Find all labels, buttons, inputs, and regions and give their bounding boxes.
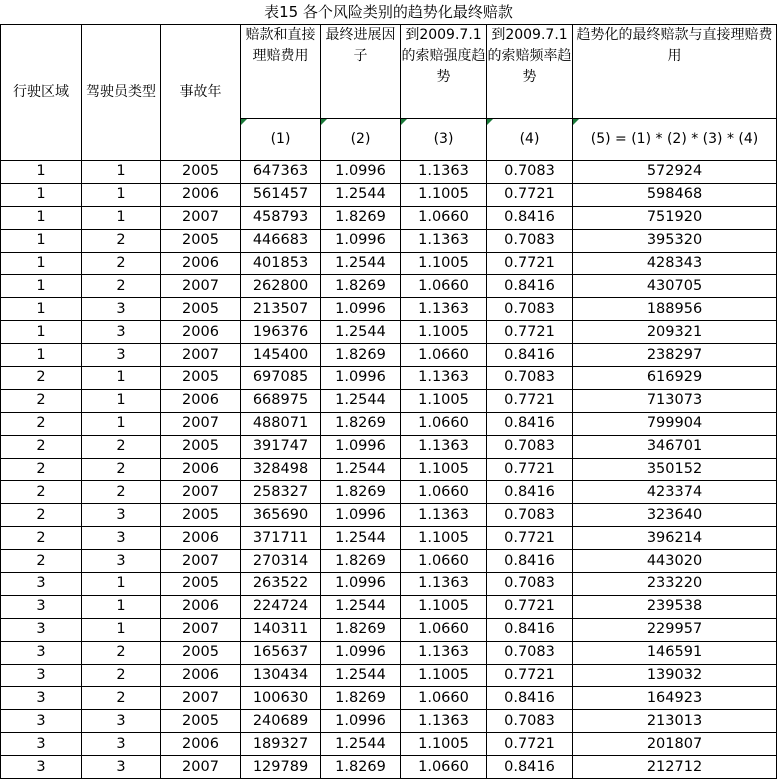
cell-region: 1 [1,344,82,367]
cell-development-factor: 1.0996 [321,161,401,184]
cell-losses: 240689 [241,710,321,733]
cell-development-factor: 1.2544 [321,252,401,275]
cell-region: 3 [1,573,82,596]
cell-trended-losses: 572924 [573,161,777,184]
cell-frequency-trend: 0.8416 [487,412,573,435]
cell-region: 3 [1,756,82,779]
cell-driver-type: 2 [82,229,161,252]
trended-losses-table [0,24,777,779]
cell-severity-trend: 1.1363 [401,229,487,252]
cell-region: 1 [1,183,82,206]
cell-severity-trend: 1.1363 [401,435,487,458]
cell-development-factor: 1.8269 [321,481,401,504]
cell-severity-trend: 1.0660 [401,344,487,367]
header-number-1: (1) [241,119,321,161]
cell-accident-year: 2005 [161,161,241,184]
cell-frequency-trend: 0.7721 [487,321,573,344]
table-row [1,550,777,573]
cell-driver-type: 2 [82,435,161,458]
cell-severity-trend: 1.0660 [401,618,487,641]
header-number-3: (3) [401,119,487,161]
cell-severity-trend: 1.0660 [401,206,487,229]
cell-frequency-trend: 0.7083 [487,504,573,527]
table-body [1,161,777,779]
table-row [1,504,777,527]
cell-frequency-trend: 0.7083 [487,229,573,252]
table-row [1,183,777,206]
cell-trended-losses: 164923 [573,687,777,710]
cell-development-factor: 1.2544 [321,664,401,687]
table-row [1,641,777,664]
cell-losses: 270314 [241,550,321,573]
cell-development-factor: 1.0996 [321,573,401,596]
table-row [1,458,777,481]
header-number-4: (4) [487,119,573,161]
table-row [1,710,777,733]
cell-frequency-trend: 0.8416 [487,756,573,779]
cell-frequency-trend: 0.8416 [487,550,573,573]
cell-frequency-trend: 0.8416 [487,206,573,229]
cell-development-factor: 1.2544 [321,183,401,206]
cell-region: 1 [1,275,82,298]
cell-severity-trend: 1.1363 [401,367,487,390]
cell-region: 3 [1,687,82,710]
table-row [1,573,777,596]
table-row [1,344,777,367]
cell-trended-losses: 201807 [573,733,777,756]
cell-severity-trend: 1.0660 [401,756,487,779]
cell-severity-trend: 1.1005 [401,595,487,618]
corner-marker [241,119,247,125]
cell-losses: 488071 [241,412,321,435]
cell-trended-losses: 598468 [573,183,777,206]
table-row [1,252,777,275]
cell-driver-type: 2 [82,275,161,298]
cell-losses: 189327 [241,733,321,756]
cell-driver-type: 3 [82,710,161,733]
cell-severity-trend: 1.0660 [401,412,487,435]
cell-frequency-trend: 0.7721 [487,527,573,550]
cell-frequency-trend: 0.7083 [487,573,573,596]
cell-development-factor: 1.2544 [321,458,401,481]
cell-driver-type: 1 [82,573,161,596]
cell-driver-type: 2 [82,252,161,275]
cell-driver-type: 2 [82,641,161,664]
header-losses: 赔款和直接理赔费用 [241,25,321,119]
cell-severity-trend: 1.1005 [401,458,487,481]
cell-development-factor: 1.8269 [321,618,401,641]
cell-severity-trend: 1.1363 [401,504,487,527]
cell-accident-year: 2007 [161,344,241,367]
table-row [1,275,777,298]
header-development-factor: 最终进展因子 [321,25,401,119]
cell-development-factor: 1.0996 [321,298,401,321]
cell-development-factor: 1.2544 [321,321,401,344]
cell-trended-losses: 428343 [573,252,777,275]
cell-accident-year: 2006 [161,595,241,618]
cell-frequency-trend: 0.7721 [487,733,573,756]
cell-region: 2 [1,458,82,481]
cell-region: 2 [1,481,82,504]
cell-region: 3 [1,641,82,664]
cell-losses: 100630 [241,687,321,710]
cell-driver-type: 3 [82,344,161,367]
cell-trended-losses: 139032 [573,664,777,687]
cell-driver-type: 1 [82,618,161,641]
cell-losses: 213507 [241,298,321,321]
cell-frequency-trend: 0.7083 [487,367,573,390]
cell-development-factor: 1.2544 [321,733,401,756]
cell-trended-losses: 323640 [573,504,777,527]
corner-marker [401,119,407,125]
cell-region: 1 [1,206,82,229]
cell-trended-losses: 799904 [573,412,777,435]
cell-frequency-trend: 0.8416 [487,275,573,298]
cell-development-factor: 1.8269 [321,344,401,367]
cell-driver-type: 2 [82,664,161,687]
table-row [1,435,777,458]
cell-region: 3 [1,733,82,756]
cell-severity-trend: 1.1363 [401,161,487,184]
cell-losses: 668975 [241,389,321,412]
cell-frequency-trend: 0.7721 [487,183,573,206]
header-number-2: (2) [321,119,401,161]
cell-frequency-trend: 0.8416 [487,481,573,504]
cell-losses: 647363 [241,161,321,184]
header-accident-year: 事故年 [161,25,241,161]
corner-marker [321,119,327,125]
cell-development-factor: 1.0996 [321,229,401,252]
cell-trended-losses: 212712 [573,756,777,779]
cell-driver-type: 3 [82,321,161,344]
table-row [1,298,777,321]
cell-losses: 196376 [241,321,321,344]
cell-frequency-trend: 0.7721 [487,252,573,275]
cell-severity-trend: 1.1363 [401,298,487,321]
cell-development-factor: 1.0996 [321,504,401,527]
cell-frequency-trend: 0.8416 [487,344,573,367]
cell-driver-type: 3 [82,527,161,550]
cell-losses: 140311 [241,618,321,641]
cell-losses: 263522 [241,573,321,596]
cell-frequency-trend: 0.7721 [487,458,573,481]
cell-severity-trend: 1.1005 [401,252,487,275]
cell-trended-losses: 430705 [573,275,777,298]
cell-driver-type: 3 [82,504,161,527]
cell-accident-year: 2005 [161,710,241,733]
table-title: 表15 各个风险类别的趋势化最终赔款 [264,3,513,21]
cell-accident-year: 2006 [161,389,241,412]
cell-losses: 129789 [241,756,321,779]
cell-frequency-trend: 0.7083 [487,710,573,733]
cell-region: 2 [1,527,82,550]
cell-region: 1 [1,161,82,184]
cell-severity-trend: 1.1005 [401,664,487,687]
cell-driver-type: 1 [82,412,161,435]
cell-losses: 458793 [241,206,321,229]
cell-trended-losses: 423374 [573,481,777,504]
table-row [1,733,777,756]
cell-region: 3 [1,664,82,687]
cell-frequency-trend: 0.7721 [487,595,573,618]
cell-losses: 365690 [241,504,321,527]
cell-losses: 145400 [241,344,321,367]
cell-frequency-trend: 0.8416 [487,618,573,641]
cell-driver-type: 1 [82,389,161,412]
table-row [1,206,777,229]
cell-accident-year: 2005 [161,435,241,458]
cell-development-factor: 1.8269 [321,550,401,573]
cell-development-factor: 1.2544 [321,389,401,412]
cell-development-factor: 1.2544 [321,527,401,550]
cell-driver-type: 2 [82,458,161,481]
cell-trended-losses: 751920 [573,206,777,229]
cell-accident-year: 2007 [161,275,241,298]
cell-accident-year: 2006 [161,183,241,206]
table-row [1,412,777,435]
cell-accident-year: 2005 [161,229,241,252]
cell-development-factor: 1.0996 [321,367,401,390]
cell-trended-losses: 213013 [573,710,777,733]
cell-severity-trend: 1.0660 [401,550,487,573]
cell-trended-losses: 713073 [573,389,777,412]
cell-frequency-trend: 0.7083 [487,298,573,321]
cell-region: 1 [1,321,82,344]
cell-frequency-trend: 0.7721 [487,389,573,412]
cell-accident-year: 2007 [161,550,241,573]
cell-losses: 446683 [241,229,321,252]
cell-region: 2 [1,550,82,573]
cell-trended-losses: 350152 [573,458,777,481]
cell-accident-year: 2005 [161,367,241,390]
cell-severity-trend: 1.1005 [401,527,487,550]
cell-driver-type: 1 [82,206,161,229]
cell-trended-losses: 239538 [573,595,777,618]
cell-accident-year: 2005 [161,298,241,321]
cell-driver-type: 3 [82,756,161,779]
cell-severity-trend: 1.0660 [401,687,487,710]
cell-losses: 328498 [241,458,321,481]
cell-severity-trend: 1.1005 [401,733,487,756]
cell-region: 1 [1,298,82,321]
cell-driver-type: 3 [82,298,161,321]
cell-losses: 130434 [241,664,321,687]
cell-development-factor: 1.8269 [321,687,401,710]
cell-region: 2 [1,435,82,458]
cell-development-factor: 1.0996 [321,435,401,458]
cell-trended-losses: 146591 [573,641,777,664]
corner-marker [487,119,493,125]
cell-development-factor: 1.2544 [321,595,401,618]
header-region: 行驶区域 [1,25,82,161]
cell-driver-type: 2 [82,481,161,504]
cell-losses: 224724 [241,595,321,618]
cell-accident-year: 2007 [161,687,241,710]
table-row [1,389,777,412]
cell-region: 3 [1,710,82,733]
cell-accident-year: 2006 [161,321,241,344]
cell-region: 2 [1,504,82,527]
header-driver-type: 驾驶员类型 [82,25,161,161]
cell-region: 2 [1,367,82,390]
table-row [1,687,777,710]
cell-losses: 401853 [241,252,321,275]
cell-driver-type: 1 [82,183,161,206]
cell-development-factor: 1.8269 [321,275,401,298]
cell-development-factor: 1.8269 [321,206,401,229]
table-row [1,161,777,184]
header-trended-losses: 趋势化的最终赔款与直接理赔费用 [573,25,777,119]
cell-losses: 262800 [241,275,321,298]
cell-severity-trend: 1.1363 [401,710,487,733]
table-row [1,229,777,252]
cell-severity-trend: 1.1363 [401,641,487,664]
cell-accident-year: 2006 [161,458,241,481]
table-row [1,618,777,641]
cell-trended-losses: 346701 [573,435,777,458]
cell-severity-trend: 1.1005 [401,389,487,412]
cell-trended-losses: 238297 [573,344,777,367]
cell-accident-year: 2007 [161,206,241,229]
cell-losses: 371711 [241,527,321,550]
cell-accident-year: 2006 [161,664,241,687]
cell-region: 2 [1,412,82,435]
cell-trended-losses: 209321 [573,321,777,344]
cell-accident-year: 2006 [161,527,241,550]
cell-driver-type: 1 [82,367,161,390]
cell-accident-year: 2007 [161,412,241,435]
cell-region: 2 [1,389,82,412]
cell-trended-losses: 229957 [573,618,777,641]
cell-driver-type: 1 [82,595,161,618]
table-row [1,664,777,687]
cell-accident-year: 2006 [161,733,241,756]
cell-accident-year: 2005 [161,641,241,664]
cell-driver-type: 3 [82,733,161,756]
cell-losses: 391747 [241,435,321,458]
cell-severity-trend: 1.1363 [401,573,487,596]
cell-frequency-trend: 0.7083 [487,161,573,184]
cell-losses: 561457 [241,183,321,206]
cell-accident-year: 2007 [161,756,241,779]
cell-accident-year: 2005 [161,504,241,527]
cell-frequency-trend: 0.7083 [487,435,573,458]
cell-accident-year: 2007 [161,618,241,641]
table-row [1,756,777,779]
table-row [1,527,777,550]
cell-trended-losses: 395320 [573,229,777,252]
cell-development-factor: 1.8269 [321,756,401,779]
cell-driver-type: 1 [82,161,161,184]
cell-development-factor: 1.0996 [321,710,401,733]
cell-accident-year: 2005 [161,573,241,596]
cell-trended-losses: 233220 [573,573,777,596]
cell-severity-trend: 1.0660 [401,481,487,504]
cell-development-factor: 1.8269 [321,412,401,435]
table-row [1,367,777,390]
cell-accident-year: 2007 [161,481,241,504]
cell-region: 3 [1,595,82,618]
cell-trended-losses: 616929 [573,367,777,390]
cell-trended-losses: 443020 [573,550,777,573]
table-row [1,321,777,344]
cell-trended-losses: 188956 [573,298,777,321]
cell-severity-trend: 1.1005 [401,321,487,344]
cell-driver-type: 3 [82,550,161,573]
header-number-5: (5) = (1) * (2) * (3) * (4) [573,119,777,161]
cell-frequency-trend: 0.7083 [487,641,573,664]
cell-region: 1 [1,229,82,252]
cell-region: 3 [1,618,82,641]
cell-frequency-trend: 0.8416 [487,687,573,710]
cell-development-factor: 1.0996 [321,641,401,664]
cell-severity-trend: 1.1005 [401,183,487,206]
cell-frequency-trend: 0.7721 [487,664,573,687]
corner-marker [573,119,579,125]
cell-losses: 165637 [241,641,321,664]
cell-severity-trend: 1.0660 [401,275,487,298]
cell-losses: 258327 [241,481,321,504]
cell-losses: 697085 [241,367,321,390]
cell-region: 1 [1,252,82,275]
table-row [1,595,777,618]
cell-trended-losses: 396214 [573,527,777,550]
header-frequency-trend: 到2009.7.1的索赔频率趋势 [487,25,573,119]
header-severity-trend: 到2009.7.1的索赔强度趋势 [401,25,487,119]
cell-driver-type: 2 [82,687,161,710]
cell-accident-year: 2006 [161,252,241,275]
table-row [1,481,777,504]
